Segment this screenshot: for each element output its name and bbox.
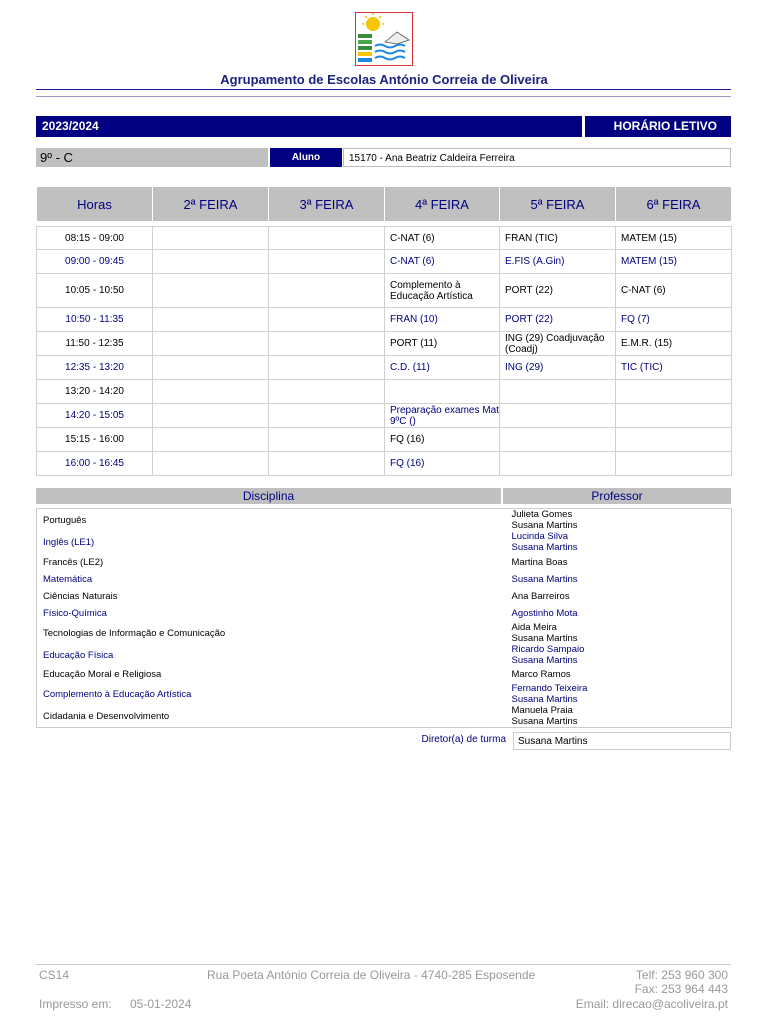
class-cell [153,404,269,428]
class-cell: E.FIS (A.Gin) [500,250,616,274]
class-cell: C-NAT (6) [385,227,500,250]
subject-name: Inglês (LE1) [43,536,95,548]
time-cell: 12:35 - 13:20 [37,356,153,380]
class-cell: MATEM (15) [616,227,732,250]
footer-email: Email: direcao@acoliveira.pt [575,997,728,1011]
table-row [37,571,732,588]
class-cell: E.M.R. (15) [616,332,732,356]
director-value: Susana Martins [513,732,731,750]
subject-name: Matemática [43,574,93,585]
class-cell [269,308,385,332]
header-hours: Horas [37,187,153,222]
class-cell: TIC (TIC) [616,356,732,380]
subject-name: Complemento à Educação Artística [43,688,192,700]
teacher-names [504,666,732,683]
teacher-names [504,571,732,588]
class-cell [385,380,500,404]
teacher-names [504,553,732,571]
table-row [37,588,732,605]
teacher-names [504,588,732,605]
class-cell: PORT (22) [500,308,616,332]
header-monday: 2ª FEIRA [153,187,269,222]
class-cell [153,356,269,380]
class-cell: Complemento à Educação Artística [385,274,500,308]
time-cell: 15:15 - 16:00 [37,428,153,452]
time-cell: 14:20 - 15:05 [37,404,153,428]
class-cell [269,227,385,250]
class-cell [153,274,269,308]
class-cell [500,404,616,428]
class-cell [269,274,385,308]
class-cell: C-NAT (6) [385,250,500,274]
table-row [37,332,732,356]
subject-name: Português [43,514,87,526]
student-value: 15170 - Ana Beatriz Caldeira Ferreira [343,148,731,167]
class-cell [269,404,385,428]
table-row [37,380,732,404]
schedule-table [36,186,732,476]
schedule-type: HORÁRIO LETIVO [585,116,731,137]
table-row [37,605,732,622]
class-cell: FQ (16) [385,428,500,452]
director-label: Diretor(a) de turma [421,734,506,745]
table-row [37,705,732,728]
class-cell: FQ (16) [385,452,500,476]
teacher-name: Agostinho Mota [511,608,578,619]
header-tuesday: 3ª FEIRA [269,187,385,222]
class-cell: ING (29) Coadjuvação (Coadj) [500,332,616,356]
divider [36,89,731,90]
class-cell [153,332,269,356]
class-cell [269,332,385,356]
time-cell: 13:20 - 14:20 [37,380,153,404]
teacher-names [504,644,732,666]
table-row [37,553,732,571]
table-row [37,509,732,532]
time-cell: 10:50 - 11:35 [37,308,153,332]
school-name: Agrupamento de Escolas António Correia de Oliveira [220,72,548,87]
class-cell [500,380,616,404]
table-row [37,428,732,452]
footer-code: CS14 [39,968,70,982]
time-cell: 16:00 - 16:45 [37,452,153,476]
time-cell: 09:00 - 09:45 [37,250,153,274]
class-cell: ING (29) [500,356,616,380]
teacher-name: Ricardo Sampaio Susana Martins [511,644,585,666]
subject-name: Tecnologias de Informação e Comunicação [43,627,226,639]
class-cell: Preparação exames Mat 9ºC () [385,404,500,428]
class-cell [616,380,732,404]
table-row [37,250,732,274]
subject-name: Cidadania e Desenvolvimento [43,710,170,722]
subject-name: Educação Física [43,649,114,661]
class-cell [153,452,269,476]
class-cell [153,227,269,250]
table-row [37,452,732,476]
footer-phone: Telf: 253 960 300 [635,968,728,982]
teacher-name: Aida Meira Susana Martins [511,622,578,644]
teacher-names [504,622,732,644]
table-row [37,356,732,380]
school-logo [355,12,413,66]
teacher-names [504,705,732,728]
class-cell: PORT (22) [500,274,616,308]
class-cell [269,356,385,380]
teacher-header: Professor [503,488,731,504]
schedule-header [37,187,732,222]
table-row [37,683,732,705]
divider [36,96,731,97]
time-cell: 11:50 - 12:35 [37,332,153,356]
class-cell: C.D. (11) [385,356,500,380]
teacher-name: Julieta Gomes Susana Martins [511,509,578,531]
class-cell [153,250,269,274]
class-name: 9º - C [36,148,268,167]
teacher-name: Manuela Praia Susana Martins [511,705,578,727]
class-cell [616,452,732,476]
class-cell: FRAN (TIC) [500,227,616,250]
subject-name: Ciências Naturais [43,591,118,602]
class-cell [616,404,732,428]
teacher-names [504,605,732,622]
class-cell: FQ (7) [616,308,732,332]
class-cell [153,308,269,332]
subject-name: Educação Moral e Religiosa [43,669,162,680]
teacher-name: Marco Ramos [511,669,571,680]
class-cell: FRAN (10) [385,308,500,332]
teacher-name: Susana Martins [511,574,578,585]
teacher-names [504,683,732,705]
footer-address: Rua Poeta António Correia de Oliveira - 4740-285 Esposende [207,968,536,982]
header-wednesday: 4ª FEIRA [385,187,500,222]
table-row [37,308,732,332]
class-cell [153,428,269,452]
header-friday: 6ª FEIRA [616,187,732,222]
class-cell [500,452,616,476]
subjects-table [36,508,732,728]
class-cell: PORT (11) [385,332,500,356]
footer-divider [36,964,731,965]
teacher-names [504,531,732,553]
class-cell: MATEM (15) [616,250,732,274]
table-row [37,622,732,644]
teacher-name: Lucinda Silva Susana Martins [511,531,578,553]
teacher-names [504,509,732,532]
student-label: Aluno [270,148,342,167]
discipline-header: Disciplina [36,488,501,504]
class-cell [616,428,732,452]
footer-printed-date: 05-01-2024 [130,997,192,1011]
table-row [37,666,732,683]
table-row [37,227,732,250]
class-cell [269,380,385,404]
table-row [37,404,732,428]
teacher-name: Fernando Teixeira Susana Martins [511,683,588,705]
footer-fax: Fax: 253 964 443 [634,982,728,996]
header-thursday: 5ª FEIRA [500,187,616,222]
class-cell: C-NAT (6) [616,274,732,308]
class-cell [269,250,385,274]
class-cell [153,380,269,404]
subject-name: Físico-Química [43,608,107,619]
class-cell [500,428,616,452]
subject-name: Francês (LE2) [43,556,104,568]
table-row [37,644,732,666]
class-cell [269,452,385,476]
teacher-name: Ana Barreiros [511,591,570,602]
footer-printed-label: Impresso em: [39,997,112,1011]
school-year: 2023/2024 [36,116,582,137]
teacher-name: Martina Boas [511,556,568,568]
time-cell: 10:05 - 10:50 [37,274,153,308]
class-cell [269,428,385,452]
time-cell: 08:15 - 09:00 [37,227,153,250]
table-row [37,531,732,553]
table-row [37,274,732,308]
